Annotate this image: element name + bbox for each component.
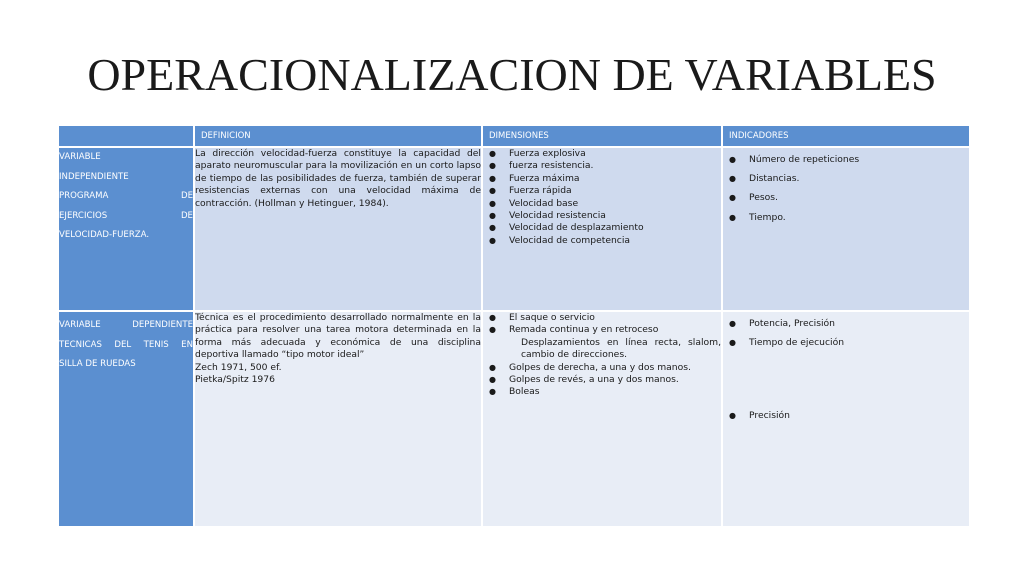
list-item <box>483 160 721 172</box>
variable-label-line: VARIABLE <box>59 152 101 162</box>
variable-label-line: PROGRAMA DE <box>59 191 193 201</box>
citation: Zech 1971, 500 ef. <box>195 361 282 373</box>
variable-label-line: VELOCIDAD-FUERZA. <box>59 230 150 240</box>
header-cell-dimensiones: DIMENSIONES <box>482 125 722 147</box>
bullet-icon: ● <box>489 198 496 208</box>
list-item <box>483 210 721 222</box>
spacer <box>723 356 969 410</box>
variable-dependiente-cell <box>58 311 194 527</box>
indicadores-cell <box>722 147 970 311</box>
list-item <box>723 192 969 204</box>
indicator-text: Tiempo. <box>749 211 786 223</box>
bullet-icon: ● <box>489 375 496 385</box>
citation: Pietka/Spitz 1976 <box>195 374 275 386</box>
list-item-continuation: Desplazamientos en línea recta, slalom, cambio de direcciones. <box>521 336 721 361</box>
dimensiones-cell <box>482 147 722 311</box>
list-item <box>723 318 969 330</box>
bullet-icon: ● <box>729 212 736 222</box>
dimension-text: Velocidad resistencia <box>509 210 606 222</box>
table-header-row <box>58 125 970 147</box>
indicator-text: Potencia, Precisión <box>749 318 835 329</box>
dimension-text: Fuerza rápida <box>509 185 572 197</box>
list-item <box>723 410 969 422</box>
list-item <box>483 222 721 234</box>
list-item <box>483 312 721 324</box>
dimension-text: Velocidad de competencia <box>509 234 631 246</box>
bullet-icon: ● <box>729 193 736 203</box>
indicator-text: Pesos. <box>749 192 778 204</box>
bullet-icon: ● <box>729 174 736 184</box>
bullet-icon: ● <box>489 325 496 335</box>
bullet-icon: ● <box>489 387 496 397</box>
definicion-cell <box>194 311 482 527</box>
list-item <box>723 173 969 185</box>
list-item <box>483 386 721 398</box>
list-item <box>483 148 721 160</box>
bullet-icon: ● <box>729 319 736 328</box>
page-title: OPERACIONALIZACION DE VARIABLES <box>87 49 937 100</box>
dimensiones-list <box>483 148 721 247</box>
indicator-text: Tiempo de ejecución <box>749 337 845 349</box>
list-item <box>723 337 969 349</box>
bullet-icon: ● <box>729 411 736 421</box>
bullet-icon: ● <box>729 338 736 348</box>
dimension-text: Fuerza explosiva <box>509 148 586 159</box>
bullet-icon: ● <box>489 186 496 196</box>
dimension-text: Fuerza máxima <box>509 172 580 184</box>
bullet-icon: ● <box>489 211 496 221</box>
indicator-text: Distancias. <box>749 173 800 185</box>
list-item <box>483 173 721 185</box>
indicator-text: Número de repeticiones <box>749 154 860 165</box>
header-cell-definicion: DEFINICION <box>194 125 482 147</box>
list-item <box>723 154 969 166</box>
definicion-cell: La dirección velocidad-fuerza constituye la capacidad del aparato neuromuscular para la movilización en un corto lapso de tiempo de las posibilidades de fuerza, también de superar resistencias externas con una velocidad máxima de contracción. (Hollman y Hetinguer, 1984). <box>194 147 482 311</box>
definicion-text: Técnica es el procedimiento desarrollado normalmente en la práctica para resolver una tarea motora determinada en la forma más adecuada y económica de una disciplina deportiva llamado “tipo motor ideal” <box>195 312 481 361</box>
table-row <box>58 147 970 311</box>
table-row <box>58 311 970 527</box>
variable-label-line: VARIABLE DEPENDIENTE <box>59 320 193 330</box>
dimension-text: Golpes de derecha, a una y dos manos. <box>509 361 691 373</box>
dimension-text: Boleas <box>509 386 540 398</box>
dimension-text: fuerza resistencia. <box>509 160 594 172</box>
list-item <box>483 198 721 210</box>
dimensiones-cell <box>482 311 722 527</box>
bullet-icon: ● <box>489 149 496 158</box>
dimension-text: El saque o servicio <box>509 312 595 323</box>
list-item <box>723 212 969 224</box>
variable-label-line: SILLA DE RUEDAS <box>59 359 136 369</box>
list-item <box>483 235 721 247</box>
list-item <box>483 374 721 386</box>
variable-label-line: INDEPENDIENTE <box>59 171 129 182</box>
indicadores-list <box>723 318 969 350</box>
bullet-icon: ● <box>489 313 496 322</box>
bullet-icon: ● <box>489 173 496 183</box>
header-cell-empty <box>58 125 194 147</box>
dimension-text: Velocidad base <box>509 197 579 209</box>
bullet-icon: ● <box>489 235 496 245</box>
indicadores-cell <box>722 311 970 527</box>
indicadores-list-extra <box>723 410 969 422</box>
variables-table <box>57 124 971 528</box>
variable-label-line: TECNICAS DEL TENIS EN <box>59 339 193 350</box>
header-cell-indicadores: INDICADORES <box>722 125 970 147</box>
dimension-text: Remada continua y en retroceso <box>509 324 659 336</box>
variable-independiente-cell <box>58 147 194 311</box>
list-item <box>483 185 721 197</box>
bullet-icon: ● <box>729 155 736 164</box>
list-item <box>483 324 721 336</box>
list-item <box>483 362 721 374</box>
indicadores-list <box>723 154 969 224</box>
variable-label-line: EJERCICIOS DE <box>59 210 193 221</box>
dimension-text: Velocidad de desplazamiento <box>509 222 644 234</box>
bullet-icon: ● <box>489 362 496 372</box>
dimension-text: Golpes de revés, a una y dos manos. <box>509 374 679 386</box>
bullet-icon: ● <box>489 161 496 171</box>
indicator-text: Precisión <box>749 410 790 422</box>
dimensiones-list <box>483 312 721 399</box>
bullet-icon: ● <box>489 223 496 233</box>
